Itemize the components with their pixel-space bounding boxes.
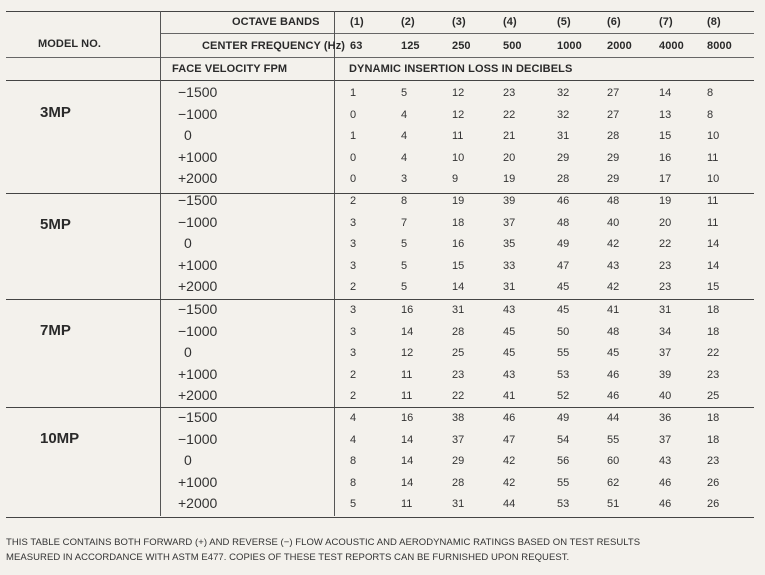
insertion-loss-value: 14 bbox=[401, 455, 414, 467]
insertion-loss-value: 16 bbox=[659, 151, 672, 164]
insertion-loss-value: 37 bbox=[452, 433, 465, 446]
insertion-loss-value: 21 bbox=[503, 130, 516, 142]
octave-band-4: (4) bbox=[503, 16, 517, 28]
insertion-loss-value: 5 bbox=[401, 238, 408, 250]
insertion-loss-value: 40 bbox=[659, 390, 672, 402]
insertion-loss-value: 44 bbox=[607, 412, 620, 424]
insertion-loss-value: 19 bbox=[503, 173, 516, 185]
insertion-loss-value: 45 bbox=[503, 325, 516, 338]
insertion-loss-value: 37 bbox=[659, 433, 672, 446]
insertion-loss-value: 18 bbox=[707, 433, 720, 446]
insertion-loss-value: 56 bbox=[557, 455, 570, 467]
insertion-loss-value: 28 bbox=[557, 173, 570, 185]
insertion-loss-value: 55 bbox=[557, 347, 570, 359]
insertion-loss-value: 51 bbox=[607, 498, 620, 510]
insertion-loss-value: 0 bbox=[350, 151, 357, 164]
insertion-loss-value: 48 bbox=[607, 325, 620, 338]
insertion-loss-value: 52 bbox=[557, 390, 570, 402]
insertion-loss-value: 47 bbox=[557, 259, 570, 272]
insertion-loss-value: 43 bbox=[659, 455, 672, 467]
insertion-loss-value: 23 bbox=[503, 87, 516, 99]
insertion-loss-value: 14 bbox=[452, 281, 465, 293]
insertion-loss-value: 31 bbox=[659, 304, 672, 316]
face-velocity: 0 bbox=[184, 452, 192, 468]
insertion-loss-value: 3 bbox=[350, 216, 357, 229]
octave-bands-label: OCTAVE BANDS bbox=[232, 16, 320, 28]
footnote-line-2: MEASURED IN ACCORDANCE WITH ASTM E477. COPIES OF THESE TEST REPORTS CAN BE FURNISHED UPON REQUEST. bbox=[6, 552, 570, 563]
insertion-loss-value: 25 bbox=[707, 390, 720, 402]
octave-band-2: (2) bbox=[401, 16, 415, 28]
insertion-loss-value: 46 bbox=[607, 390, 620, 402]
face-velocity-label: FACE VELOCITY FPM bbox=[172, 63, 288, 75]
insertion-loss-value: 27 bbox=[607, 108, 620, 121]
center-frequency-3: 250 bbox=[452, 40, 471, 52]
insertion-loss-value: 9 bbox=[452, 173, 459, 185]
insertion-loss-value: 14 bbox=[707, 259, 720, 272]
insertion-loss-value: 54 bbox=[557, 433, 570, 446]
insertion-loss-value: 41 bbox=[607, 304, 620, 316]
insertion-loss-value: 10 bbox=[452, 151, 465, 164]
insertion-loss-value: 31 bbox=[503, 281, 516, 293]
insertion-loss-value: 10 bbox=[707, 130, 720, 142]
insertion-loss-value: 23 bbox=[452, 368, 465, 381]
insertion-loss-value: 14 bbox=[707, 238, 720, 250]
insertion-loss-value: 2 bbox=[350, 195, 357, 207]
insertion-loss-value: 44 bbox=[503, 498, 516, 510]
insertion-loss-value: 47 bbox=[503, 433, 516, 446]
face-velocity: −1500 bbox=[178, 192, 218, 208]
insertion-loss-value: 14 bbox=[401, 476, 414, 489]
insertion-loss-value: 0 bbox=[350, 173, 357, 185]
insertion-loss-value: 8 bbox=[707, 87, 714, 99]
insertion-loss-value: 33 bbox=[503, 259, 516, 272]
insertion-loss-value: 18 bbox=[707, 304, 720, 316]
insertion-loss-value: 15 bbox=[659, 130, 672, 142]
center-frequency-8: 8000 bbox=[707, 40, 732, 52]
model-name: 10MP bbox=[40, 430, 80, 447]
insertion-loss-value: 48 bbox=[557, 216, 570, 229]
insertion-loss-value: 14 bbox=[401, 325, 414, 338]
insertion-loss-value: 29 bbox=[607, 173, 620, 185]
insertion-loss-value: 53 bbox=[557, 368, 570, 381]
insertion-loss-value: 5 bbox=[401, 87, 408, 99]
insertion-loss-value: 34 bbox=[659, 325, 672, 338]
insertion-loss-value: 28 bbox=[452, 476, 465, 489]
center-frequency-5: 1000 bbox=[557, 40, 582, 52]
insertion-loss-value: 3 bbox=[350, 347, 357, 359]
insertion-loss-value: 4 bbox=[401, 108, 408, 121]
center-frequency-label: CENTER FREQUENCY (Hz) bbox=[202, 40, 346, 52]
insertion-loss-value: 45 bbox=[557, 304, 570, 316]
insertion-loss-value: 35 bbox=[503, 238, 516, 250]
insertion-loss-value: 43 bbox=[503, 304, 516, 316]
insertion-loss-value: 49 bbox=[557, 412, 570, 424]
insertion-loss-value: 20 bbox=[659, 216, 672, 229]
octave-band-8: (8) bbox=[707, 16, 721, 28]
insertion-loss-value: 31 bbox=[452, 304, 465, 316]
insertion-loss-value: 36 bbox=[659, 412, 672, 424]
insertion-loss-value: 50 bbox=[557, 325, 570, 338]
insertion-loss-value: 31 bbox=[557, 130, 570, 142]
header-rule-2 bbox=[6, 57, 754, 58]
insertion-loss-value: 22 bbox=[452, 390, 465, 402]
insertion-loss-value: 22 bbox=[707, 347, 720, 359]
group-divider bbox=[6, 299, 754, 300]
insertion-loss-value: 2 bbox=[350, 368, 357, 381]
insertion-loss-value: 22 bbox=[503, 108, 516, 121]
header-bottom-rule bbox=[6, 80, 754, 81]
center-frequency-4: 500 bbox=[503, 40, 522, 52]
insertion-loss-value: 15 bbox=[707, 281, 720, 293]
insertion-loss-value: 1 bbox=[350, 87, 357, 99]
face-velocity: +1000 bbox=[178, 256, 218, 273]
insertion-loss-value: 19 bbox=[452, 195, 465, 207]
face-velocity: +2000 bbox=[178, 278, 218, 294]
insertion-loss-value: 60 bbox=[607, 455, 620, 467]
insertion-loss-value: 25 bbox=[452, 347, 465, 359]
center-frequency-7: 4000 bbox=[659, 40, 684, 52]
insertion-loss-value: 42 bbox=[503, 455, 516, 467]
insertion-loss-value: 23 bbox=[707, 455, 720, 467]
model-name: 3MP bbox=[40, 104, 71, 121]
insertion-loss-value: 1 bbox=[350, 130, 357, 142]
insertion-loss-value: 5 bbox=[350, 498, 357, 510]
octave-band-6: (6) bbox=[607, 16, 621, 28]
insertion-loss-value: 46 bbox=[557, 195, 570, 207]
model-name: 5MP bbox=[40, 216, 71, 233]
face-velocity: 0 bbox=[184, 235, 192, 251]
loss-label: DYNAMIC INSERTION LOSS IN DECIBELS bbox=[349, 63, 573, 75]
insertion-loss-value: 4 bbox=[401, 130, 408, 142]
face-velocity: +1000 bbox=[178, 148, 218, 165]
insertion-loss-value: 45 bbox=[503, 347, 516, 359]
insertion-loss-value: 22 bbox=[659, 238, 672, 250]
insertion-loss-value: 42 bbox=[607, 281, 620, 293]
insertion-loss-value: 37 bbox=[659, 347, 672, 359]
insertion-loss-value: 28 bbox=[452, 325, 465, 338]
face-velocity: −1000 bbox=[178, 322, 218, 339]
insertion-loss-value: 29 bbox=[557, 151, 570, 164]
insertion-loss-value: 4 bbox=[350, 433, 357, 446]
insertion-loss-value: 43 bbox=[607, 259, 620, 272]
insertion-loss-value: 32 bbox=[557, 87, 570, 99]
insertion-loss-value: 23 bbox=[707, 368, 720, 381]
insertion-loss-value: 11 bbox=[707, 195, 719, 207]
center-frequency-6: 2000 bbox=[607, 40, 632, 52]
insertion-loss-value: 16 bbox=[452, 238, 465, 250]
velocity-column-divider bbox=[334, 11, 335, 516]
footnote-line-1: THIS TABLE CONTAINS BOTH FORWARD (+) AND REVERSE (−) FLOW ACOUSTIC AND AERODYNAMIC RATINGS BASED ON TEST RESULTS bbox=[6, 537, 641, 548]
insertion-loss-value: 46 bbox=[607, 368, 620, 381]
insertion-loss-value: 7 bbox=[401, 216, 408, 229]
face-velocity: 0 bbox=[184, 127, 192, 143]
insertion-loss-value: 8 bbox=[707, 108, 714, 121]
octave-band-1: (1) bbox=[350, 16, 364, 28]
insertion-loss-value: 3 bbox=[401, 173, 408, 185]
insertion-loss-value: 4 bbox=[401, 151, 408, 164]
insertion-loss-value: 31 bbox=[452, 498, 465, 510]
insertion-loss-value: 3 bbox=[350, 325, 357, 338]
insertion-loss-value: 2 bbox=[350, 281, 357, 293]
insertion-loss-value: 8 bbox=[350, 455, 357, 467]
insertion-loss-value: 48 bbox=[607, 195, 620, 207]
insertion-loss-value: 5 bbox=[401, 281, 408, 293]
face-velocity: −1000 bbox=[178, 430, 218, 447]
insertion-loss-value: 46 bbox=[503, 412, 516, 424]
insertion-loss-value: 12 bbox=[401, 347, 414, 359]
insertion-loss-value: 12 bbox=[452, 87, 465, 99]
insertion-loss-value: 43 bbox=[503, 368, 516, 381]
center-frequency-2: 125 bbox=[401, 40, 420, 52]
insertion-loss-value: 37 bbox=[503, 216, 516, 229]
insertion-loss-value: 13 bbox=[659, 108, 672, 121]
face-velocity: 0 bbox=[184, 344, 192, 360]
insertion-loss-value: 26 bbox=[707, 498, 720, 510]
top-rule bbox=[6, 11, 754, 12]
insertion-loss-value: 11 bbox=[707, 151, 719, 164]
model-header: MODEL NO. bbox=[38, 38, 102, 50]
insertion-loss-value: 4 bbox=[350, 412, 357, 424]
insertion-loss-value: 3 bbox=[350, 304, 357, 316]
group-divider bbox=[6, 407, 754, 408]
face-velocity: −1000 bbox=[178, 213, 218, 230]
insertion-loss-value: 45 bbox=[607, 347, 620, 359]
insertion-loss-value: 39 bbox=[503, 195, 516, 207]
face-velocity: −1500 bbox=[178, 409, 218, 425]
model-column-divider bbox=[160, 11, 161, 516]
insertion-loss-value: 28 bbox=[607, 130, 620, 142]
insertion-loss-value: 29 bbox=[607, 151, 620, 164]
insertion-loss-value: 40 bbox=[607, 216, 620, 229]
insertion-loss-value: 62 bbox=[607, 476, 620, 489]
insertion-loss-value: 41 bbox=[503, 390, 516, 402]
insertion-loss-value: 3 bbox=[350, 259, 357, 272]
insertion-loss-value: 3 bbox=[350, 238, 357, 250]
group-divider bbox=[6, 517, 754, 518]
face-velocity: −1500 bbox=[178, 84, 218, 100]
octave-band-3: (3) bbox=[452, 16, 466, 28]
insertion-loss-value: 39 bbox=[659, 368, 672, 381]
insertion-loss-value: 11 bbox=[401, 498, 413, 510]
insertion-loss-value: 42 bbox=[607, 238, 620, 250]
insertion-loss-value: 18 bbox=[707, 325, 720, 338]
insertion-loss-value: 11 bbox=[401, 390, 413, 402]
insertion-loss-value: 19 bbox=[659, 195, 672, 207]
insertion-loss-value: 49 bbox=[557, 238, 570, 250]
insertion-loss-value: 27 bbox=[607, 87, 620, 99]
face-velocity: −1500 bbox=[178, 301, 218, 317]
insertion-loss-value: 32 bbox=[557, 108, 570, 121]
center-frequency-1: 63 bbox=[350, 40, 363, 52]
face-velocity: +1000 bbox=[178, 365, 218, 382]
face-velocity: +2000 bbox=[178, 387, 218, 403]
insertion-loss-value: 45 bbox=[557, 281, 570, 293]
model-name: 7MP bbox=[40, 322, 71, 339]
face-velocity: −1000 bbox=[178, 105, 218, 122]
insertion-loss-value: 17 bbox=[659, 173, 672, 185]
face-velocity: +2000 bbox=[178, 495, 218, 511]
insertion-loss-value: 14 bbox=[401, 433, 414, 446]
insertion-loss-value: 0 bbox=[350, 108, 357, 121]
insertion-loss-value: 38 bbox=[452, 412, 465, 424]
insertion-loss-value: 55 bbox=[557, 476, 570, 489]
insertion-loss-value: 20 bbox=[503, 151, 516, 164]
insertion-loss-value: 55 bbox=[607, 433, 620, 446]
insertion-loss-value: 5 bbox=[401, 259, 408, 272]
insertion-loss-value: 42 bbox=[503, 476, 516, 489]
insertion-loss-value: 18 bbox=[707, 412, 720, 424]
insertion-loss-value: 23 bbox=[659, 259, 672, 272]
insertion-loss-value: 18 bbox=[452, 216, 465, 229]
insertion-loss-value: 16 bbox=[401, 304, 414, 316]
insertion-loss-value: 11 bbox=[452, 130, 464, 142]
insertion-loss-value: 8 bbox=[350, 476, 357, 489]
octave-band-7: (7) bbox=[659, 16, 673, 28]
octave-band-5: (5) bbox=[557, 16, 571, 28]
header-rule-1 bbox=[160, 33, 754, 34]
face-velocity: +2000 bbox=[178, 170, 218, 186]
insertion-loss-value: 29 bbox=[452, 455, 465, 467]
insertion-loss-value: 10 bbox=[707, 173, 720, 185]
group-divider bbox=[6, 193, 754, 194]
insertion-loss-value: 14 bbox=[659, 87, 672, 99]
insertion-loss-value: 11 bbox=[401, 368, 413, 381]
insertion-loss-value: 23 bbox=[659, 281, 672, 293]
insertion-loss-value: 15 bbox=[452, 259, 465, 272]
insertion-loss-value: 2 bbox=[350, 390, 357, 402]
insertion-loss-value: 46 bbox=[659, 498, 672, 510]
insertion-loss-value: 26 bbox=[707, 476, 720, 489]
insertion-loss-value: 12 bbox=[452, 108, 465, 121]
insertion-loss-value: 11 bbox=[707, 216, 719, 229]
insertion-loss-value: 46 bbox=[659, 476, 672, 489]
face-velocity: +1000 bbox=[178, 473, 218, 490]
insertion-loss-value: 8 bbox=[401, 195, 408, 207]
insertion-loss-value: 53 bbox=[557, 498, 570, 510]
insertion-loss-value: 16 bbox=[401, 412, 414, 424]
